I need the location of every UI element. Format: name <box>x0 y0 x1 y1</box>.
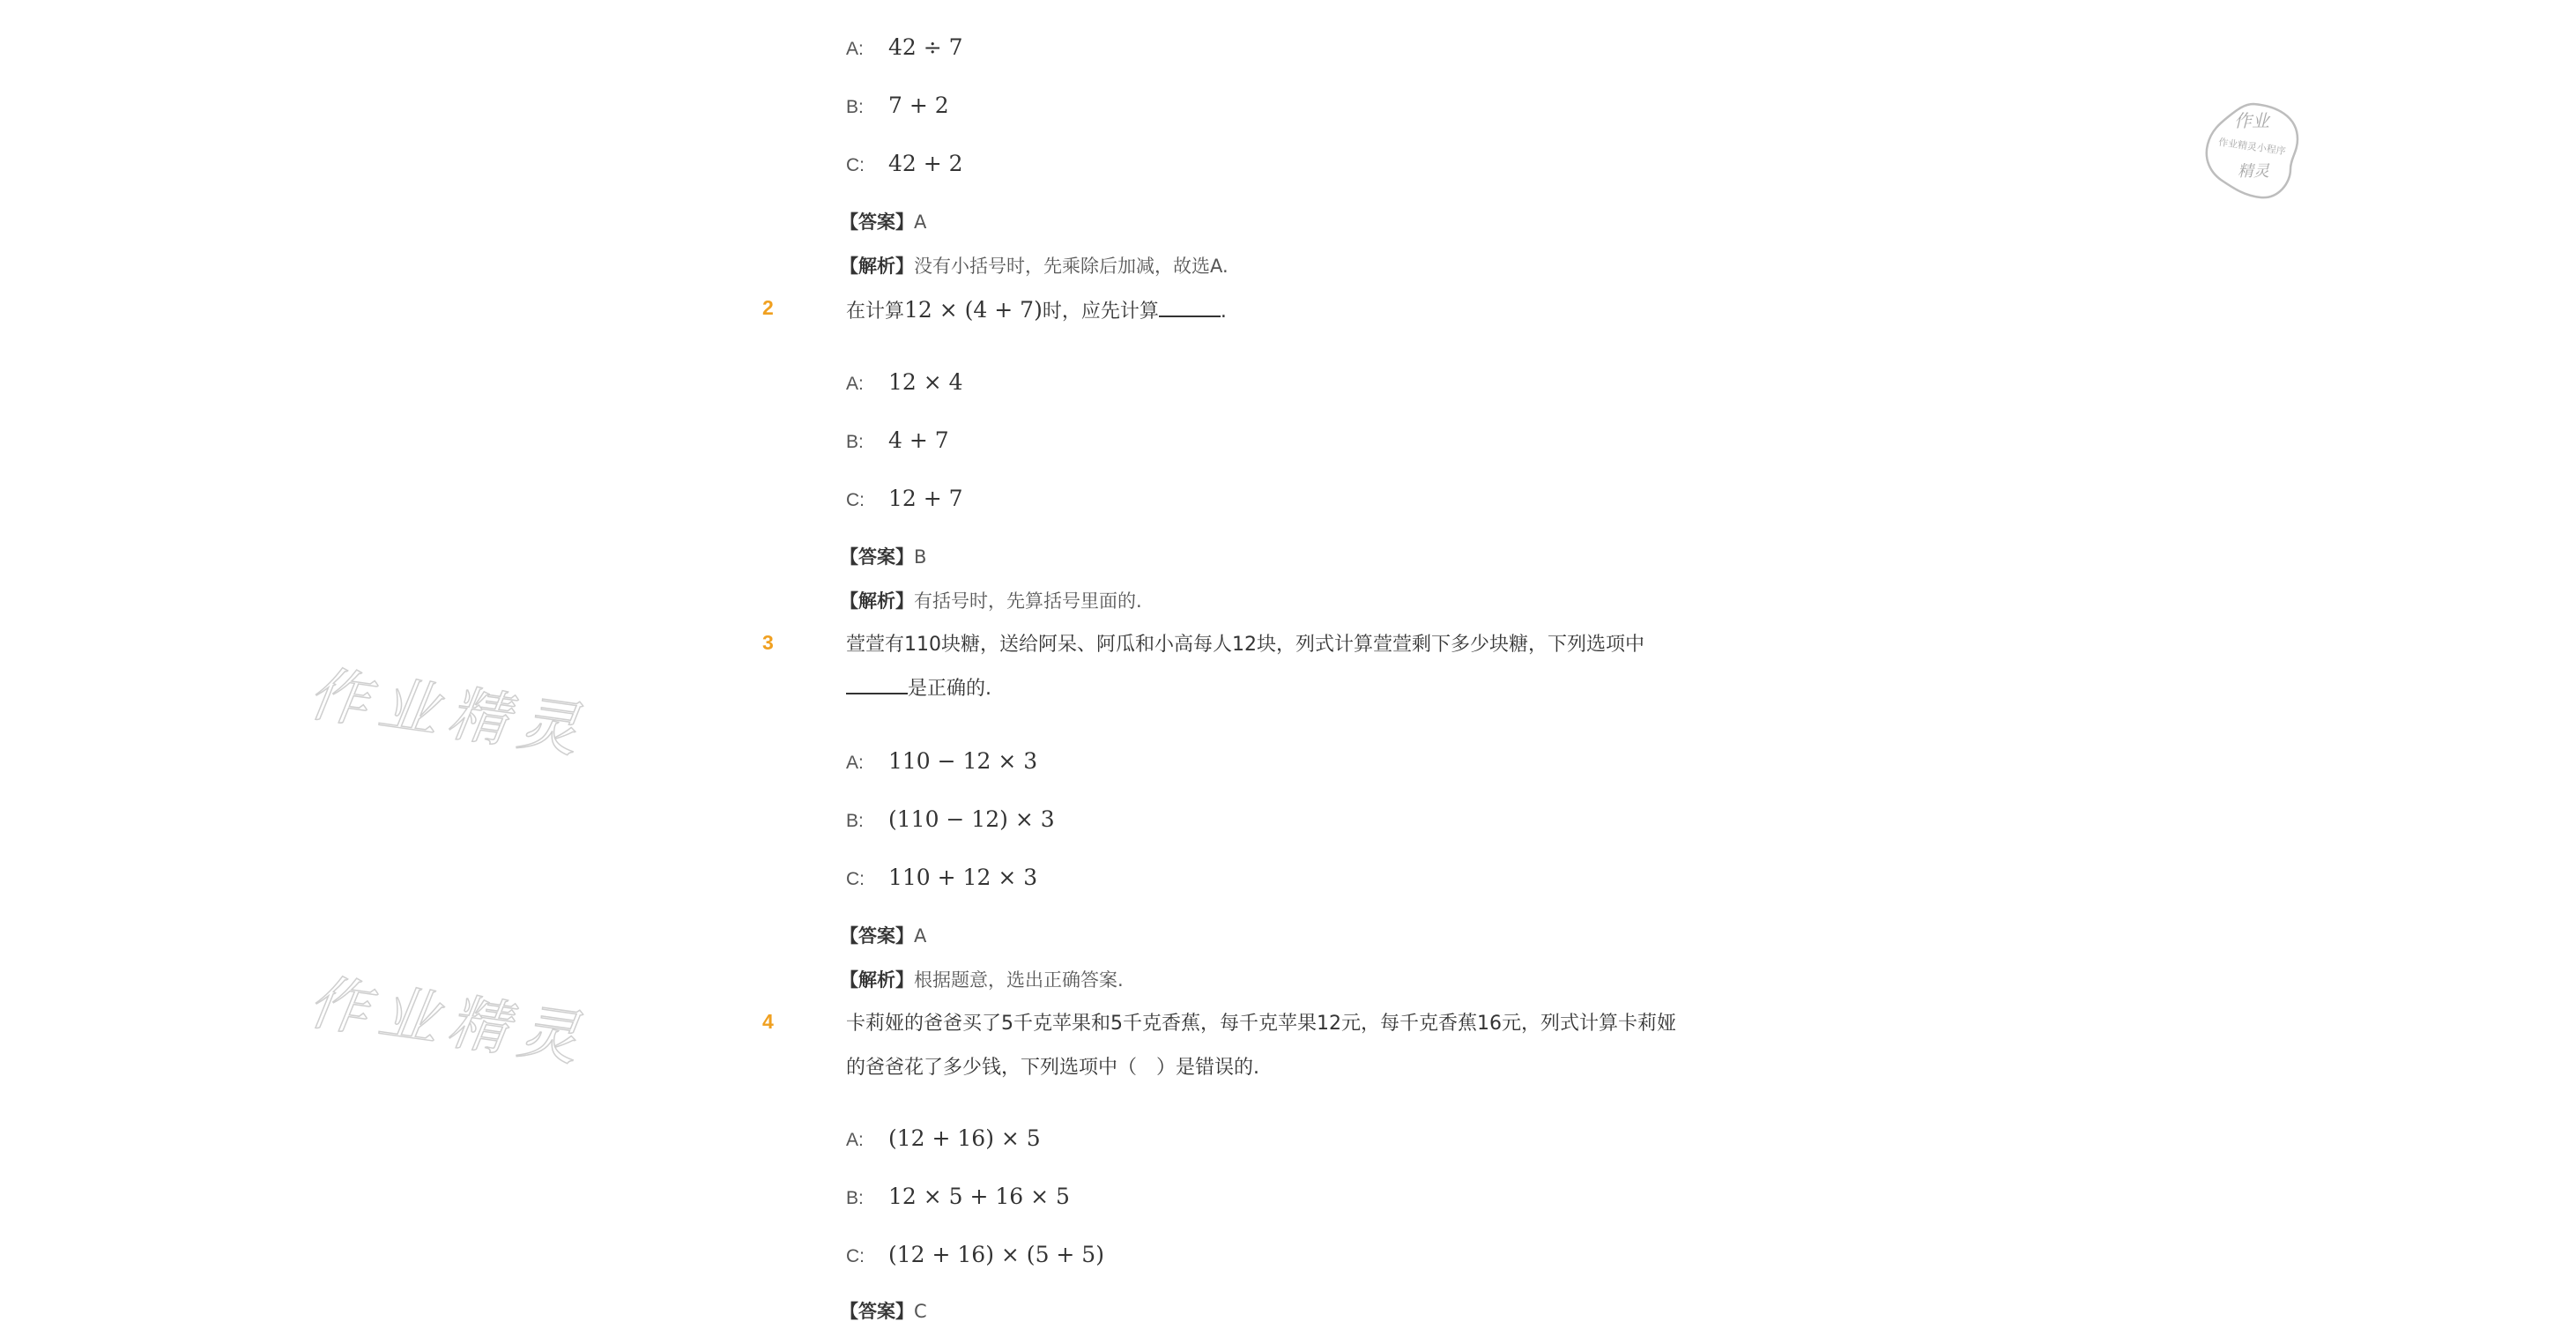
option-expression: 42 + 2 <box>888 151 963 176</box>
q4-option-c <box>846 1237 1104 1273</box>
stem-text: 在计算 <box>846 301 905 323</box>
option-expression: 12 + 7 <box>888 486 963 511</box>
option-label: A: <box>846 1130 864 1150</box>
seal-stamp-graphic <box>2199 97 2305 203</box>
option-label: C: <box>846 490 865 510</box>
stem-math: 12 × (4 + 7) <box>904 297 1043 323</box>
question-number: 3 <box>762 631 774 654</box>
option-expression: (110 − 12) × 3 <box>888 806 1055 832</box>
option-expression: (12 + 16) × (5 + 5) <box>888 1242 1104 1267</box>
option-expression: 4 + 7 <box>888 427 949 453</box>
q3-answer <box>840 918 926 954</box>
option-label: A: <box>846 753 864 773</box>
answer-tag: 【答案】 <box>840 546 914 568</box>
q1-analysis <box>840 249 1229 284</box>
answer-tag: 【答案】 <box>840 212 914 233</box>
answer-blank <box>846 677 908 694</box>
stem-text: 是正确的. <box>908 678 991 700</box>
analysis-text: 根据题意，选出正确答案. <box>914 969 1124 991</box>
q1-option-b <box>846 88 949 123</box>
option-label: A: <box>846 374 864 394</box>
analysis-tag: 【解析】 <box>840 969 914 991</box>
option-expression: 7 + 2 <box>888 93 949 118</box>
option-label: B: <box>846 1188 864 1208</box>
analysis-tag: 【解析】 <box>840 256 914 277</box>
stem-line: 卡莉娅的爸爸买了5千克苹果和5千克香蕉，每千克苹果12元，每千克香蕉16元，列式计算卡莉娅 <box>846 1013 1676 1035</box>
watermark-text: 作业精灵 <box>304 659 594 768</box>
option-label: C: <box>846 1246 865 1266</box>
analysis-text: 有括号时，先算括号里面的. <box>914 590 1142 612</box>
q2-stem <box>846 288 1692 334</box>
q2-option-a <box>846 365 963 400</box>
option-expression: 12 × 5 + 16 × 5 <box>888 1184 1070 1209</box>
stem-line-2 <box>846 667 1692 711</box>
question-number: 4 <box>762 1010 774 1033</box>
option-label: C: <box>846 155 865 175</box>
q3-analysis <box>840 962 1124 998</box>
option-expression: 110 + 12 × 3 <box>888 865 1038 890</box>
q2-answer <box>840 539 926 575</box>
q3-option-b <box>846 802 1055 837</box>
option-label: C: <box>846 869 865 889</box>
stem-text: . <box>1220 301 1227 323</box>
analysis-tag: 【解析】 <box>840 590 914 612</box>
q4-option-a <box>846 1121 1041 1156</box>
answer-tag: 【答案】 <box>840 925 914 947</box>
stem-line-2: 的爸爸花了多少钱，下列选项中（ ）是错误的. <box>846 1057 1259 1079</box>
option-expression: (12 + 16) × 5 <box>888 1125 1041 1151</box>
q1-option-c <box>846 146 963 182</box>
q2-option-b <box>846 423 949 458</box>
q1-option-a <box>846 30 963 65</box>
answer-tag: 【答案】 <box>840 1301 914 1322</box>
option-expression: 12 × 4 <box>888 369 963 395</box>
q2-analysis <box>840 583 1142 619</box>
option-expression: 110 − 12 × 3 <box>888 748 1038 774</box>
q3-stem <box>846 623 1692 711</box>
q2-option-c <box>846 481 963 516</box>
seal-bottom-text: 精灵 <box>2238 162 2269 181</box>
option-label: B: <box>846 811 864 831</box>
stem-text: 时，应先计算 <box>1042 301 1159 323</box>
answer-value: C <box>914 1301 927 1322</box>
answer-value: B <box>914 546 927 568</box>
answer-value: A <box>914 212 927 233</box>
watermark-text: 作业精灵 <box>304 968 594 1076</box>
answer-blank <box>1159 300 1221 317</box>
option-label: A: <box>846 39 864 59</box>
stem-line: 萱萱有110块糖，送给阿呆、阿瓜和小高每人12块，列式计算萱萱剩下多少块糖，下列选项中 <box>846 634 1644 656</box>
question-number: 2 <box>762 296 774 319</box>
seal-middle-text: 作业精灵小程序 <box>2217 136 2287 158</box>
q3-option-a <box>846 744 1037 779</box>
option-expression: 42 ÷ 7 <box>888 34 963 60</box>
answer-value: A <box>914 925 927 947</box>
q4-option-b <box>846 1179 1070 1214</box>
q3-option-c <box>846 860 1037 895</box>
q1-answer <box>840 204 926 240</box>
seal-stamp-icon <box>2199 97 2305 203</box>
q4-stem <box>846 1002 1692 1090</box>
seal-top-text: 作业 <box>2234 110 2269 131</box>
option-label: B: <box>846 97 864 117</box>
analysis-text: 没有小括号时，先乘除后加减，故选A. <box>914 256 1229 277</box>
option-label: B: <box>846 432 864 452</box>
q4-answer <box>840 1294 927 1329</box>
